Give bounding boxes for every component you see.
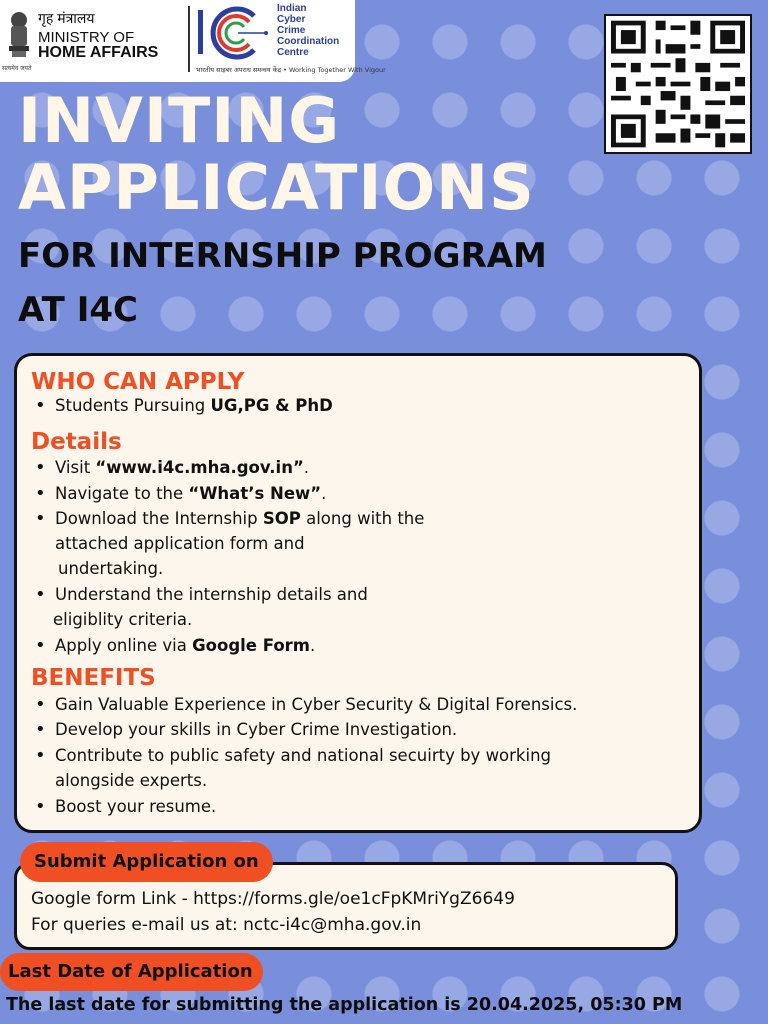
details-item-download-cont: undertaking. xyxy=(58,559,164,578)
item-text: Navigate to the xyxy=(55,484,189,503)
website-link[interactable]: “www.i4c.mha.gov.in” xyxy=(95,458,304,477)
item-text: Download the Internship xyxy=(55,509,263,528)
submit-application-label: Submit Application on xyxy=(20,842,273,882)
logo-divider xyxy=(188,6,190,72)
query-email-line[interactable]: For queries e-mail us at: nctc-i4c@mha.gov.in xyxy=(31,915,422,935)
item-text: along with the xyxy=(300,509,425,528)
i4c-name-line: Coordination xyxy=(277,36,340,47)
item-text: Visit xyxy=(55,458,96,477)
subheadline-at-i4c: AT I4C xyxy=(18,290,138,330)
header-logo-bar xyxy=(0,0,386,82)
item-text: Apply online via xyxy=(55,636,193,655)
item-text: . xyxy=(310,636,316,655)
i4c-tagline: भारतीय साइबर अपराध समन्वय केंद्र • Working Together With Vigour xyxy=(196,66,386,74)
item-bold-text: Google Form xyxy=(192,636,310,655)
details-item-navigate xyxy=(55,483,326,505)
details-heading: Details xyxy=(31,429,122,455)
item-text: . xyxy=(321,484,327,503)
last-date-label: Last Date of Application xyxy=(0,953,263,991)
i4c-logo-icon xyxy=(194,4,274,60)
benefits-heading: BENEFITS xyxy=(31,665,156,691)
benefits-item: • Gain Valuable Experience in Cyber Security & Digital Forensics. xyxy=(55,694,577,716)
ministry-name-line2: HOME AFFAIRS xyxy=(38,44,159,61)
i4c-full-name xyxy=(277,3,339,58)
benefits-item: • Boost your resume. xyxy=(55,796,216,818)
national-emblem-icon xyxy=(6,10,32,62)
ministry-name-line1: MINISTRY OF xyxy=(38,29,135,46)
emblem-caption: सत्यमेव जयते xyxy=(2,65,32,72)
info-panel xyxy=(14,353,702,833)
benefits-item: • Contribute to public safety and national secuirty by working xyxy=(55,745,551,767)
details-item-understand-cont: eligiblity criteria. xyxy=(53,610,193,629)
deadline-text: The last date for submitting the application is 20.04.2025, 05:30 PM xyxy=(6,995,683,1015)
benefits-item: • Develop your skills in Cyber Crime Investigation. xyxy=(55,719,457,741)
who-can-apply-heading: WHO CAN APPLY xyxy=(31,369,245,395)
details-item-apply xyxy=(55,635,315,657)
ministry-name-hindi: गृह मंत्रालय xyxy=(38,10,95,26)
item-text: . xyxy=(303,458,310,477)
details-item-download-cont: attached application form and xyxy=(55,534,305,553)
headline-applications: APPLICATIONS xyxy=(18,151,535,224)
i4c-name-line: Crime xyxy=(277,25,306,36)
item-bold-text: SOP xyxy=(262,509,301,528)
qr-code-icon[interactable] xyxy=(604,14,752,154)
item-bold-text: “What’s New” xyxy=(188,484,322,503)
subheadline-internship: FOR INTERNSHIP PROGRAM xyxy=(18,236,547,276)
headline-inviting: INVITING xyxy=(18,84,341,157)
benefits-item-cont: alongside experts. xyxy=(55,771,208,790)
item-text: Students Pursuing xyxy=(55,396,211,415)
i4c-name-line: Indian xyxy=(277,3,307,14)
details-item-download xyxy=(55,508,424,530)
who-can-apply-item xyxy=(55,395,333,417)
google-form-link[interactable]: Google form Link - https://forms.gle/oe1cFpKMriYgZ6649 xyxy=(31,889,515,909)
i4c-name-line: Centre xyxy=(277,47,309,58)
details-item-visit xyxy=(55,457,309,479)
item-bold-text: UG,PG & PhD xyxy=(210,396,333,415)
i4c-name-line: Cyber xyxy=(277,14,306,25)
details-item-understand: • Understand the internship details and xyxy=(55,584,368,606)
